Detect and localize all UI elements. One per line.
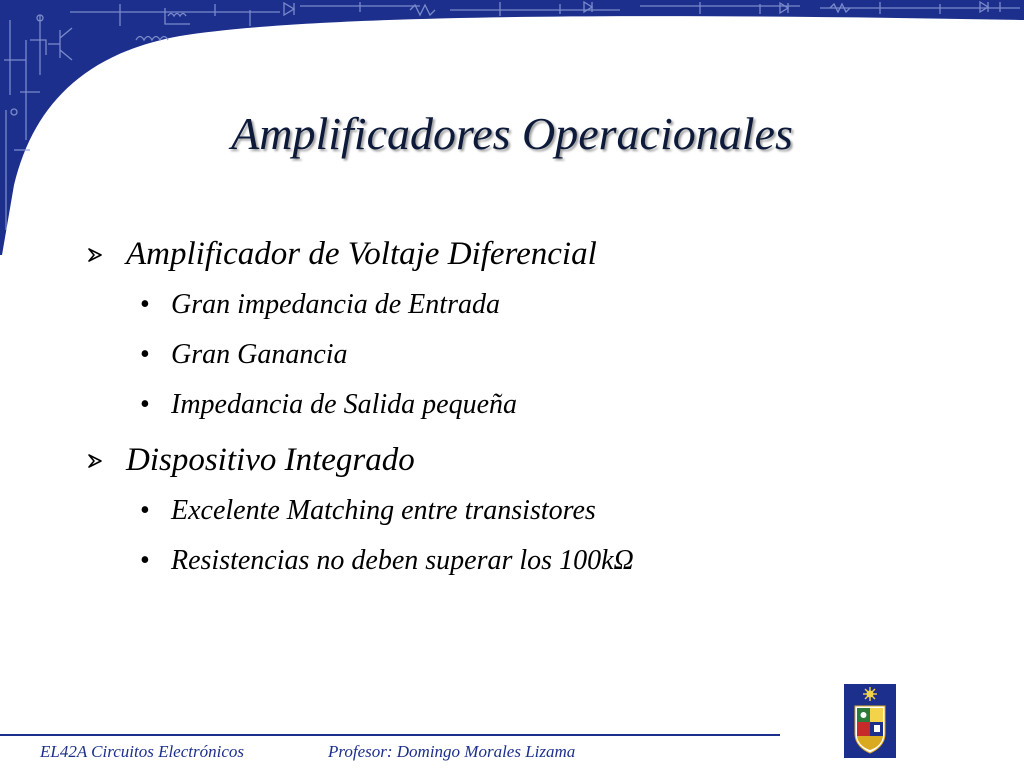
bullet-dot-icon: • bbox=[140, 495, 150, 526]
section-heading-text: Dispositivo Integrado bbox=[126, 442, 415, 478]
bullet-dot-icon: • bbox=[140, 389, 150, 420]
university-crest-logo bbox=[844, 684, 896, 758]
section-heading-text: Amplificador de Voltaje Diferencial bbox=[126, 236, 597, 272]
bullet-dot-icon: • bbox=[140, 339, 150, 370]
list-item-text: Gran Ganancia bbox=[171, 339, 348, 370]
arrowhead-bullet-icon bbox=[86, 246, 104, 264]
list-item-text: Resistencias no deben superar los 100kΩ bbox=[171, 545, 634, 576]
list-item-text: Impedancia de Salida pequeña bbox=[171, 389, 518, 420]
slide-title: Amplificadores Operacionales bbox=[231, 108, 793, 159]
list-item-text: Gran impedancia de Entrada bbox=[171, 289, 500, 320]
arrowhead-bullet-icon bbox=[86, 452, 104, 470]
bullet-dot-icon: • bbox=[140, 289, 150, 320]
list-item-text: Excelente Matching entre transistores bbox=[171, 495, 596, 526]
footer-divider bbox=[0, 734, 780, 736]
footer-professor: Profesor: Domingo Morales Lizama bbox=[328, 742, 576, 761]
bullet-dot-icon: • bbox=[140, 545, 150, 576]
footer-course: EL42A Circuitos Electrónicos bbox=[40, 742, 244, 761]
